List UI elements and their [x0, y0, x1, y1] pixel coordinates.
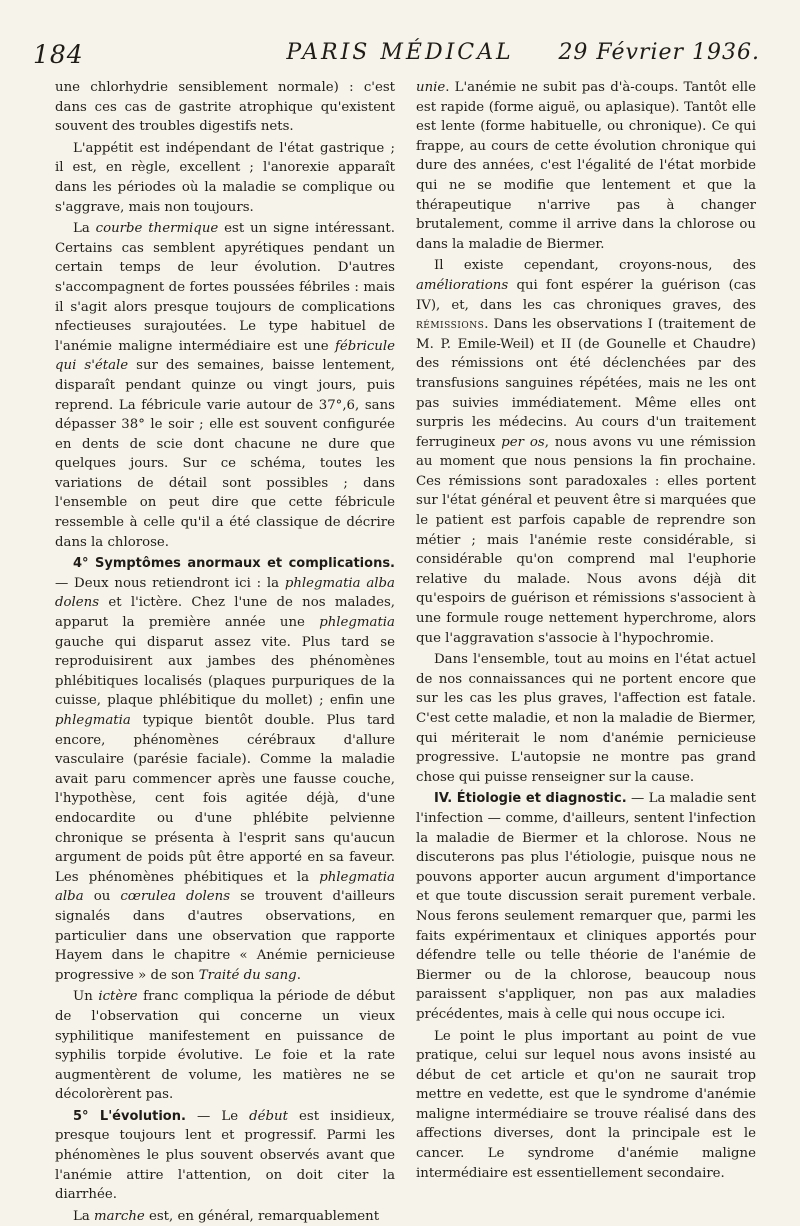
paragraph: unie. L'anémie ne subit pas d'à-coups. Tantôt elle est rapide (forme aiguë, ou aplasique). Tantôt elle est lente (forme habituelle, ou chronique). Ce qui frappe, au cours de cette évolution chronique qui dure des années, c'est l'égalité de l'état morbide qui ne se modifie que lentement et que la thérapeutique n'arrive pas à changer brutalement, comme il arrive dans la chlorose ou dans la maladie de Biermer. — [416, 80, 756, 252]
paragraph: Dans l'ensemble, tout au moins en l'état actuel de nos connaissances qui ne portent encore que sur les cas les plus graves, l'affection est fatale. C'est cette maladie, et non la maladie de Biermer, qui mériterait le nom d'anémie pernicieuse progressive. L'autopsie ne montre pas grand chose qui puisse renseigner sur la cause. — [416, 652, 756, 785]
paragraph: L'appétit est indépendant de l'état gastrique ; il est, en règle, excellent ; l'anorexie apparaît dans les périodes où la maladie se complique ou s'aggrave, mais non toujours. — [55, 140, 395, 215]
journal-title: PARIS MÉDICAL — [286, 40, 514, 65]
paragraph: La marche est, en général, remarquablement — [73, 1208, 380, 1224]
section-heading: 4° Symptômes anormaux et complications. — [73, 556, 395, 572]
page-number: 184 — [33, 40, 84, 69]
paragraph: 5° L'évolution. — Le début est insidieux, presque toujours lent et progressif. Parmi les phénomènes le plus souvent observés avant que l'anémie attire l'attention, on doit citer la diarrhée. — [55, 1108, 395, 1203]
paragraph: 4° Symptômes anormaux et complications. — Deux nous retiendront ici : la phlegmatia alba dolens et l'ictère. Chez l'une de nos malades, apparut la première année une phlegmatia gauche qui disparut assez vite. Plus tard se reproduisirent aux jambes des phénomènes phlébitiques localisés (plaques purpuriques de la cuisse, plaque phlébitique du mollet) ; enfin une phlegmatia typique bientôt double. Plus tard encore, phénomènes cérébraux d'allure vasculaire (parésie faciale). Comme la maladie avait paru commencer après une fausse couche, l'hypothèse, cent fois agitée déjà, d'une endocardite ou d'une phlébite pelvienne chronique se présenta à l'esprit sans qu'aucun argument de poids pût être apporté en sa faveur. Les phénomènes phébitiques et la phlegmatia alba ou cœrulea dolens se trouvent d'ailleurs signalés dans d'autres observations, en particulier dans une observation que rapporte Hayem dans le chapitre « Anémie pernicieuse progressive » de son Traité du sang. — [55, 556, 395, 983]
left-column — [55, 78, 395, 1226]
paragraph: Le point le plus important au point de vue pratique, celui sur lequel nous avons insisté au début de cet article et qu'on ne saurait trop mettre en vedette, est que le syndrome d'anémie maligne intermédiaire se trouve réalisé dans des affections diverses, dont la principale est le cancer. Le syndrome d'anémie maligne intermédiaire est essentiellement secondaire. — [416, 1028, 756, 1181]
paragraph: Il existe cependant, croyons-nous, des améliorations qui font espérer la guérison (cas IV), et, dans les cas chroniques graves, des rémissions. Dans les observations I (traitement de M. P. Emile-Weil) et II (de Gounelle et Chaudre) des rémissions ont été déclenchées par des transfusions sanguines répétées, mais ne les ont pas suivies immédiatement. Même elles ont surpris les médecins. Au cours d'un traitement ferrugineux per os, nous avons vu une rémission au moment que nous pensions la fin prochaine. Ces rémissions sont paradoxales : elles portent sur l'état général et peuvent être si marquées que le patient est parfois capable de reprendre son métier ; mais l'anémie reste considérable, si considérable qu'on comprend mal l'euphorie relative du malade. Nous avons déjà dit qu'espoirs de guérison et rémissions s'associent à une formule rouge nettement hyperchrome, alors que l'aggravation s'associe à l'hypochromie. — [416, 258, 756, 646]
paragraph: Un ictère franc compliqua la période de début de l'observation qui concerne un vieux syphilitique manifestement en puissance de syphilis torpide évolutive. Le foie et la rate augmentèrent de volume, les matières ne se décolorèrent pas. — [55, 989, 395, 1103]
section-heading: 5° L'évolution. — [73, 1108, 186, 1124]
paragraph: La courbe thermique est un signe intéressant. Certains cas semblent apyrétiques pendant un certain temps de leur évolution. D'autres s'accompagnent de fortes poussées fébriles : mais il s'agit alors presque toujours de complications nfectieuses surajoutées. Le type habituel de l'anémie maligne intermédiaire est une fébricule qui s'étale sur des semaines, baisse lentement, disparaît pendant quinze ou vingt jours, puis reprend. La fébricule varie autour de 37°,6, sans dépasser 38° le soir ; elle est souvent configurée en dents de scie dont chacune ne dure que quelques jours. Sur ce schéma, toutes les variations de détail sont possibles ; dans l'ensemble on peut dire que cette fébricule ressemble à celle qu'il a été classique de décrire dans la chlorose. — [55, 221, 396, 550]
paragraph: une chlorhydrie sensiblement normale) : c'est dans ces cas de gastrite atrophique qu'existent souvent des troubles digestifs nets. — [55, 80, 395, 135]
paragraph: IV. Étiologie et diagnostic. — La maladie sent l'infection — comme, d'ailleurs, sentent l'infection la maladie de Biermer et la chlorose. Nous ne discuterons pas plus l'étiologie, puisque nous ne pouvons apporter aucun argument d'importance et que toute discussion serait purement verbale. Nous ferons seulement remarquer que, parmi les faits expérimentaux et cliniques apportés pour défendre telle ou telle théorie de l'anémie de Biermer ou de la chlorose, beaucoup nous paraissent s'appliquer, non pas aux maladies précédentes, mais à celle qui nous occupe ici. — [416, 791, 756, 1022]
issue-date: 29 Février 1936. — [558, 40, 760, 65]
right-column — [416, 78, 756, 1183]
page-header — [0, 34, 800, 74]
section-heading: IV. Étiologie et diagnostic. — [434, 791, 627, 807]
